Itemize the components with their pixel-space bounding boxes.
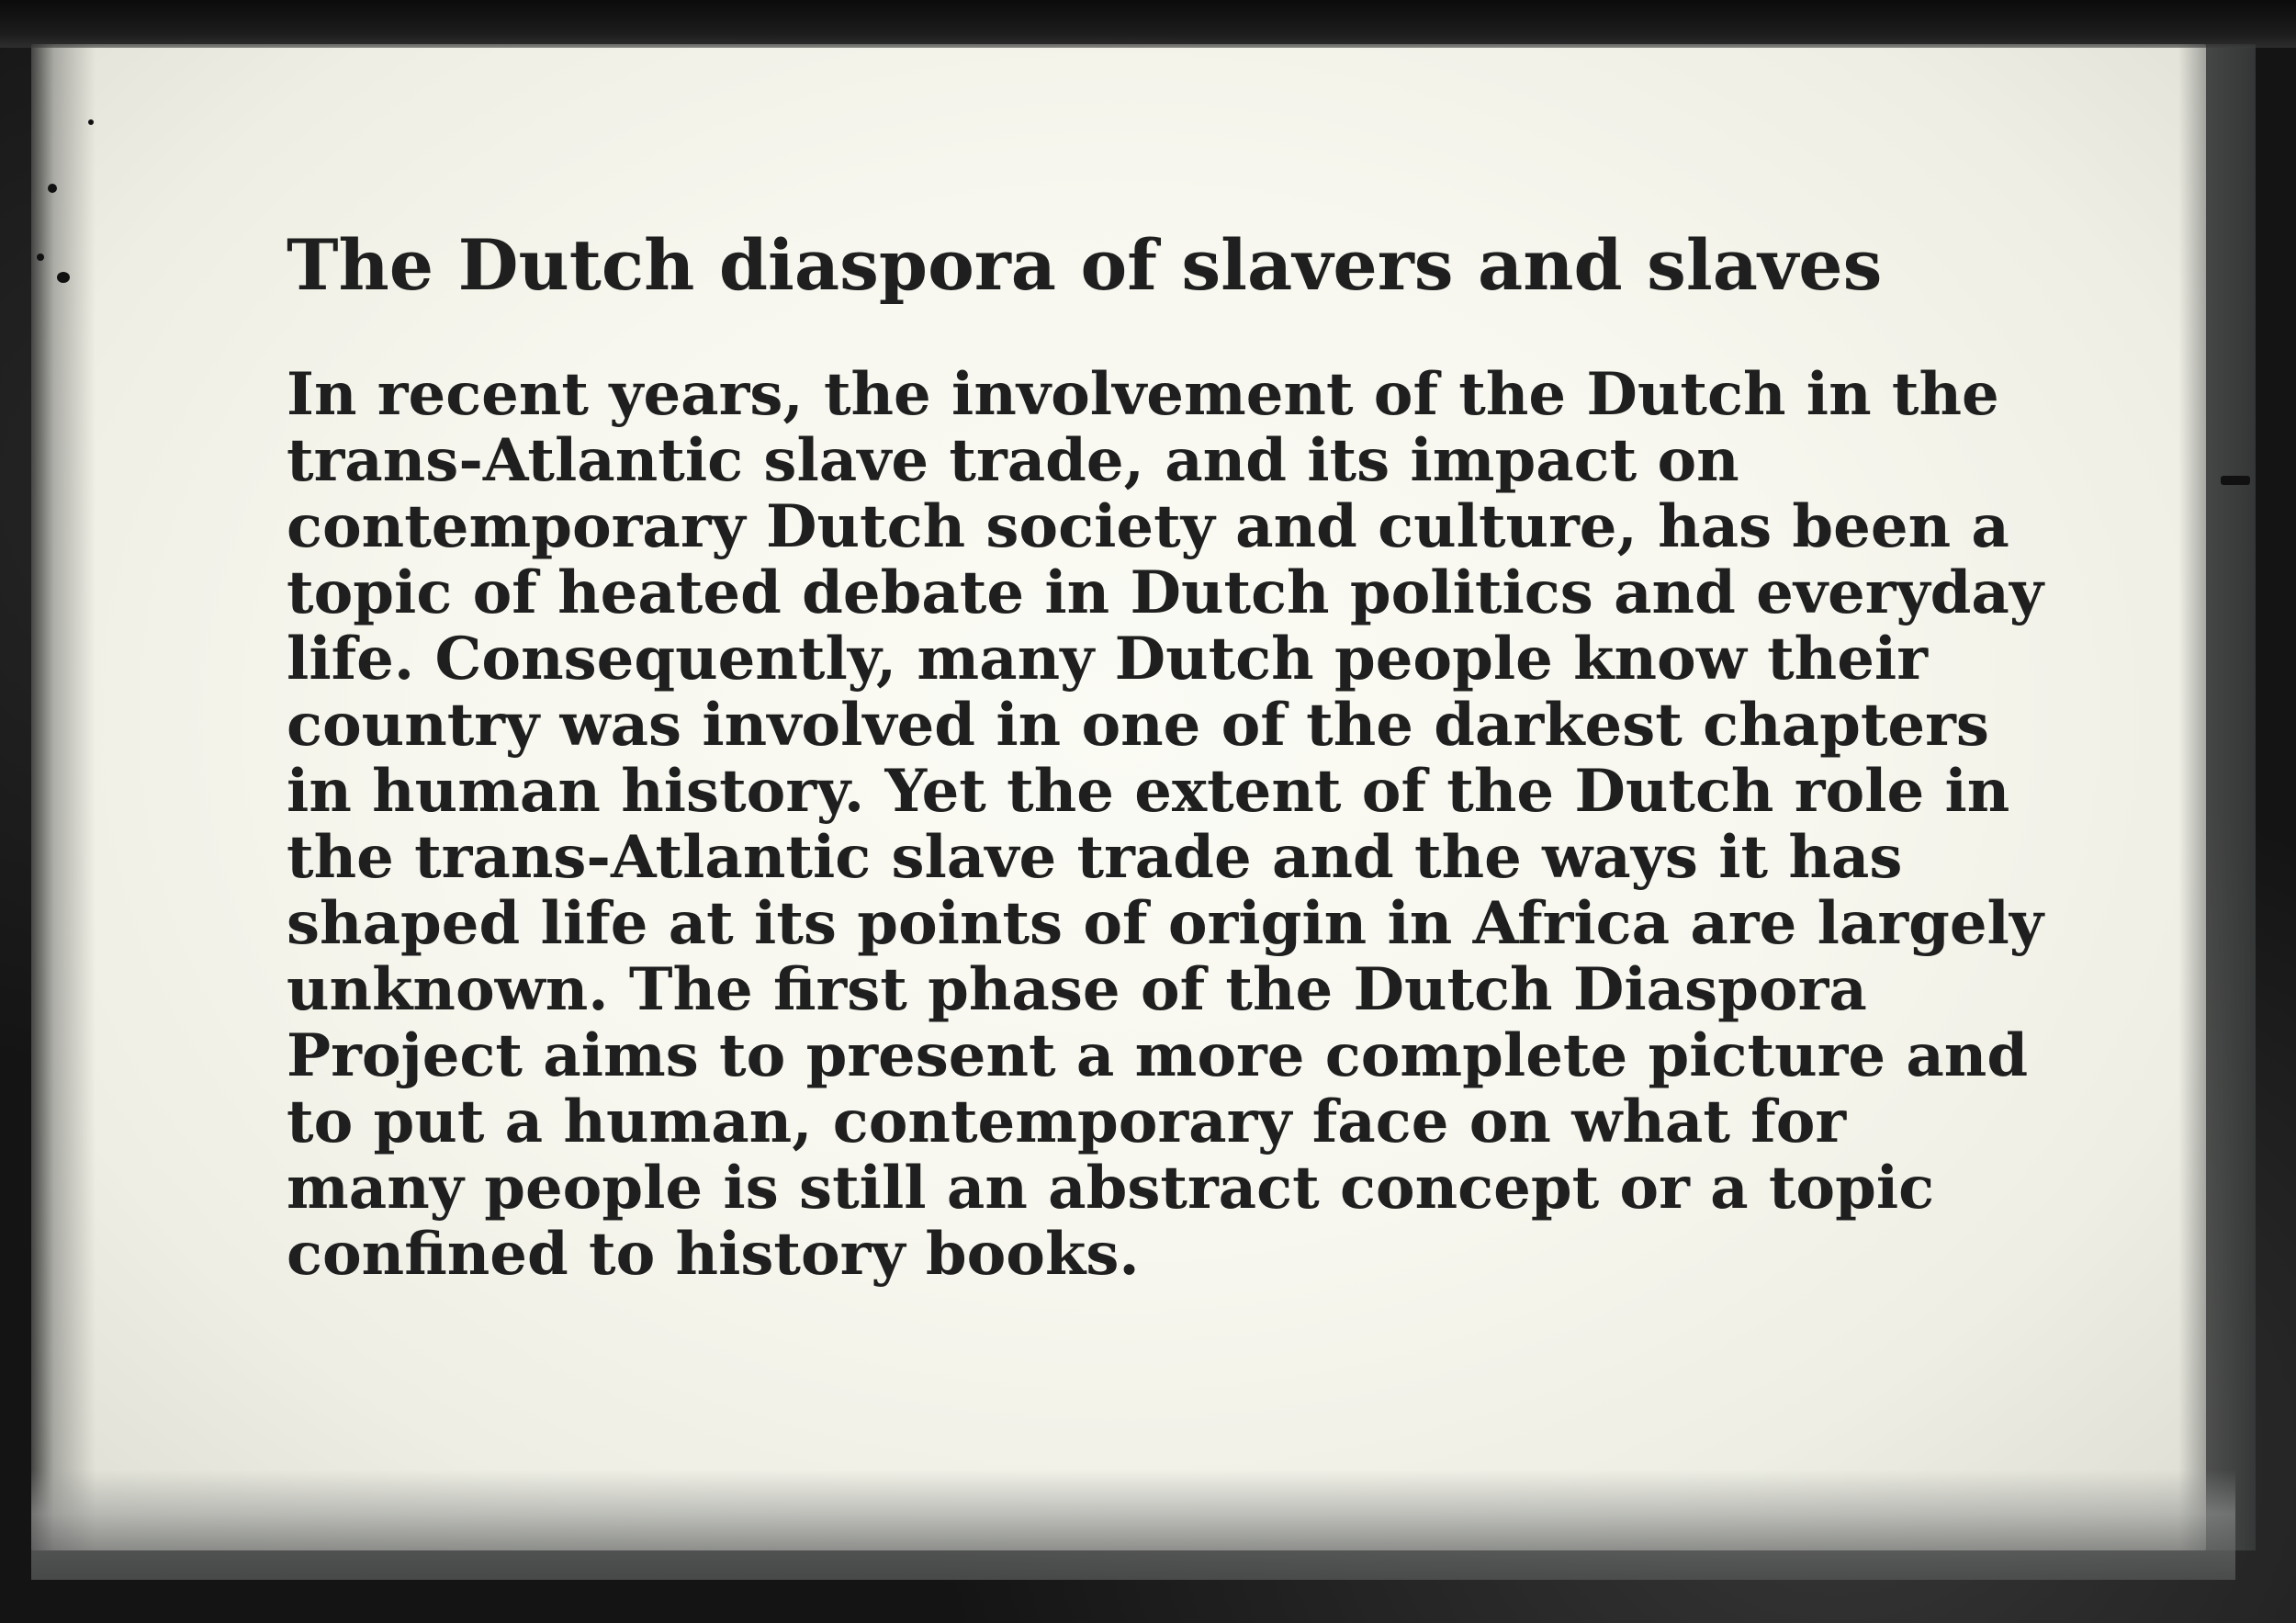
paragraph-line: the trans-Atlantic slave trade and the ways it has xyxy=(287,823,1903,893)
paragraph-line: In recent years, the involvement of the Dutch in the xyxy=(287,360,1999,430)
paragraph-line: confined to history books. xyxy=(287,1220,1140,1290)
ink-speck xyxy=(57,272,70,283)
document-content xyxy=(287,224,2044,1290)
right-weathered-edge xyxy=(2178,44,2256,1550)
paragraph-line: to put a human, contemporary face on what for xyxy=(287,1088,1847,1157)
ink-speck xyxy=(88,119,94,125)
paragraph-line: unknown. The first phase of the Dutch Diaspora xyxy=(287,955,1867,1025)
paragraph-line: country was involved in one of the darkest chapters xyxy=(287,691,1989,761)
paragraph-line: in human history. Yet the extent of the Dutch role in xyxy=(287,757,2010,827)
frame-notch xyxy=(2221,476,2250,485)
top-weathered-edge xyxy=(0,0,2296,48)
document-title: The Dutch diaspora of slavers and slaves xyxy=(287,224,1883,306)
paragraph-line: life. Consequently, many Dutch people know their xyxy=(287,625,1928,694)
paragraph-line: many people is still an abstract concept or a topic xyxy=(287,1154,1935,1223)
paragraph-line: Project aims to present a more complete picture and xyxy=(287,1021,2029,1091)
ink-speck xyxy=(48,184,57,193)
ink-speck xyxy=(37,254,44,261)
paragraph-line: topic of heated debate in Dutch politics and everyday xyxy=(287,558,2044,628)
bottom-weathered-edge xyxy=(31,1470,2235,1580)
paragraph-line: trans-Atlantic slave trade, and its impact on xyxy=(287,426,1739,496)
paragraph-line: contemporary Dutch society and culture, has been a xyxy=(287,492,2009,562)
left-weathered-edge xyxy=(31,44,96,1550)
paragraph-line: shaped life at its points of origin in Africa are largely xyxy=(287,889,2044,959)
body-paragraph xyxy=(287,360,2044,1290)
